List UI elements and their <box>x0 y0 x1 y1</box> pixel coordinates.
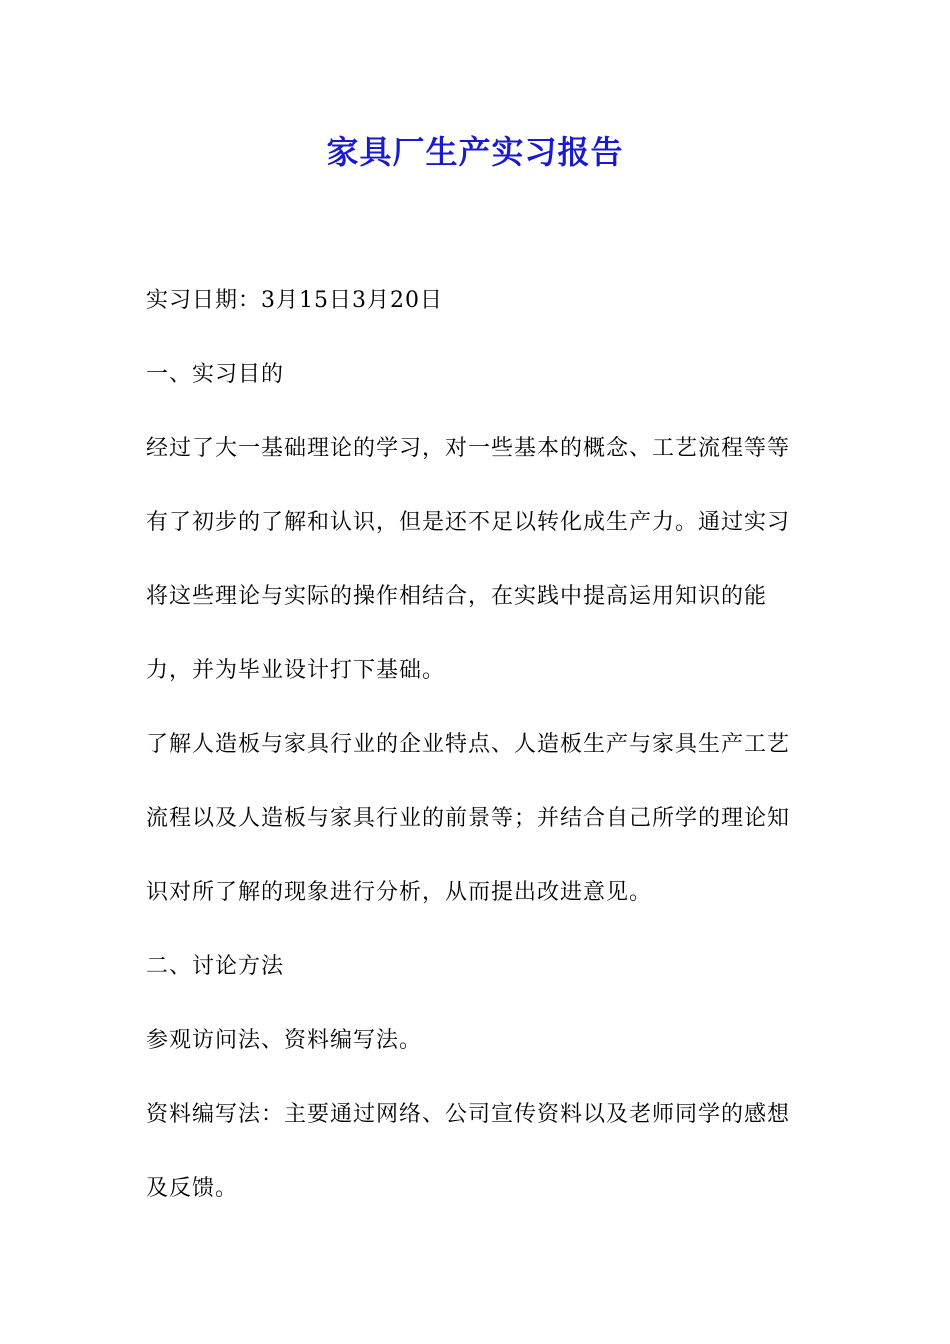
section-heading-purpose: 一、实习目的 <box>146 362 285 387</box>
paragraph-method-2: 资料编写法：主要通过网络、公司宣传资料以及老师同学的感想及反馈。 <box>146 1102 791 1201</box>
internship-date: 实习日期：3月15日3月20日 <box>146 288 443 313</box>
paragraph-purpose-1: 经过了大一基础理论的学习，对一些基本的概念、工艺流程等等有了初步的了解和认识，但是还不足以转化成生产力。通过实习将这些理论与实际的操作相结合，在实践中提高运用知识的能力，并为毕业设计打下基础。 <box>146 436 791 683</box>
section-heading-method: 二、讨论方法 <box>146 954 285 979</box>
document-body <box>146 264 806 1226</box>
paragraph-purpose-2: 了解人造板与家具行业的企业特点、人造板生产与家具生产工艺流程以及人造板与家具行业的前景等；并结合自己所学的理论知识对所了解的现象进行分析，从而提出改进意见。 <box>146 732 791 905</box>
paragraph-method-1: 参观访问法、资料编写法。 <box>146 1028 423 1053</box>
document-title: 家具厂生产实习报告 <box>326 133 624 171</box>
